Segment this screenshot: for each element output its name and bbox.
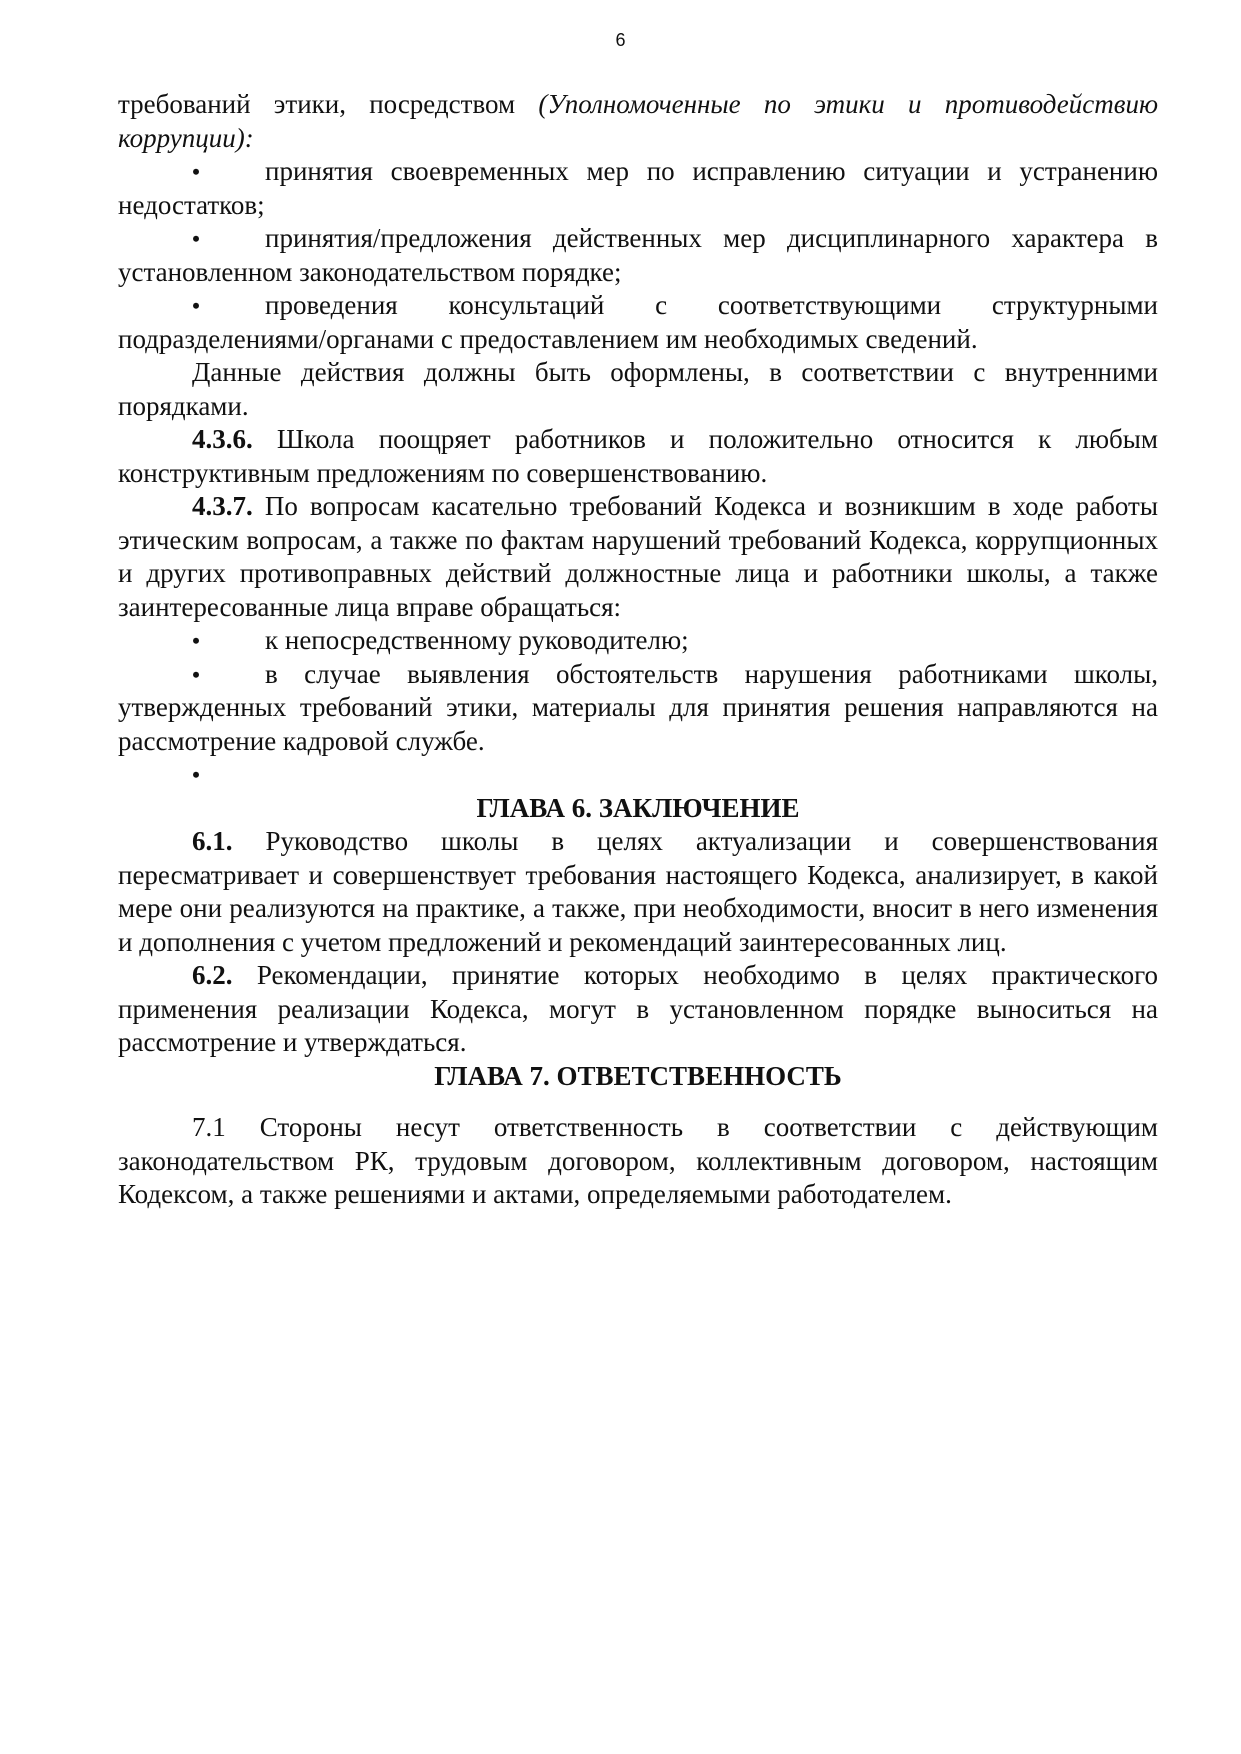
list-item xyxy=(118,624,1158,658)
list-item-text: к непосредственному руководителю; xyxy=(265,625,689,655)
bullet-icon: • xyxy=(192,661,200,687)
bullet-icon: • xyxy=(192,293,200,318)
clause-number: 4.3.7. xyxy=(192,491,253,521)
list-item xyxy=(118,155,1158,222)
bullet-icon: • xyxy=(192,159,200,184)
page-number: 6 xyxy=(615,30,626,50)
bullet-icon: • xyxy=(192,762,200,787)
empty-list-item xyxy=(118,758,1158,792)
list-item-text: принятия/предложения действенных мер дисциплинарного характера в установленном законодательством порядке; xyxy=(118,223,1158,287)
actions-note: Данные действия должны быть оформлены, в соответствии с внутренними порядками. xyxy=(118,357,1158,421)
bullet-icon: • xyxy=(192,628,200,653)
list-item-text: в случае выявления обстоятельств нарушения работниками школы, утвержденных требований этики, материалы для принятия решения направляются на рассмотрение кадровой службе. xyxy=(118,658,1158,756)
clause-text: Руководство школы в целях актуализации и совершенствования пересматривает и совершенствует требования настоящего Кодекса, анализирует, в какой мере они реализуются на практике, а также, при необходимости, вносит в него изменения и дополнения с учетом предложений и рекомендаций заинтересованных лиц. xyxy=(118,826,1158,957)
document-body xyxy=(118,88,1158,1212)
paragraph-4-3-7 xyxy=(118,490,1158,624)
list-item xyxy=(118,222,1158,289)
intro-paragraph xyxy=(118,88,1158,155)
clause-number: 6.2. xyxy=(192,960,233,990)
chapter-7-heading: ГЛАВА 7. ОТВЕТСТВЕННОСТЬ xyxy=(434,1060,842,1091)
list-item-text: принятия своевременных мер по исправлению ситуации и устранению недостатков; xyxy=(118,156,1158,220)
list-item-text: проведения консультаций с соответствующими структурными подразделениями/органами с предоставлением им необходимых сведений. xyxy=(118,290,1158,354)
bullet-icon: • xyxy=(192,226,200,251)
clause-text: Рекомендации, принятие которых необходимо в целях практического применения реализации Кодекса, могут в установленном порядке выноситься на рассмотрение и утверждаться. xyxy=(118,960,1158,1057)
clause-number: 6.1. xyxy=(192,826,233,856)
list-item xyxy=(118,289,1158,356)
chapter-6-heading: ГЛАВА 6. ЗАКЛЮЧЕНИЕ xyxy=(476,792,800,823)
paragraph-4-3-6 xyxy=(118,423,1158,490)
list-item xyxy=(118,658,1158,759)
intro-text: требований этики, посредством xyxy=(118,89,539,119)
clause-number: 4.3.6. xyxy=(192,424,253,454)
clause-text: Школа поощряет работников и положительно относится к любым конструктивным предложениям по совершенствованию. xyxy=(118,424,1158,488)
clause-text: По вопросам касательно требований Кодекса и возникшим в ходе работы этическим вопросам, а также по фактам нарушений требований Кодекса, коррупционных и других противоправных действий должностные лица и работники школы, а также заинтересованные лица вправе обращаться: xyxy=(118,491,1158,622)
paragraph-7-1: 7.1 Стороны несут ответственность в соответствии с действующим законодательством РК, трудовым договором, коллективным договором, настоящим Кодексом, а также решениями и актами, определяемыми работодателем. xyxy=(118,1112,1158,1209)
paragraph-6-2 xyxy=(118,959,1158,1060)
paragraph-6-1 xyxy=(118,825,1158,959)
intro-italic: (Уполномоченные по этики и противодействию коррупции): xyxy=(118,89,1158,153)
